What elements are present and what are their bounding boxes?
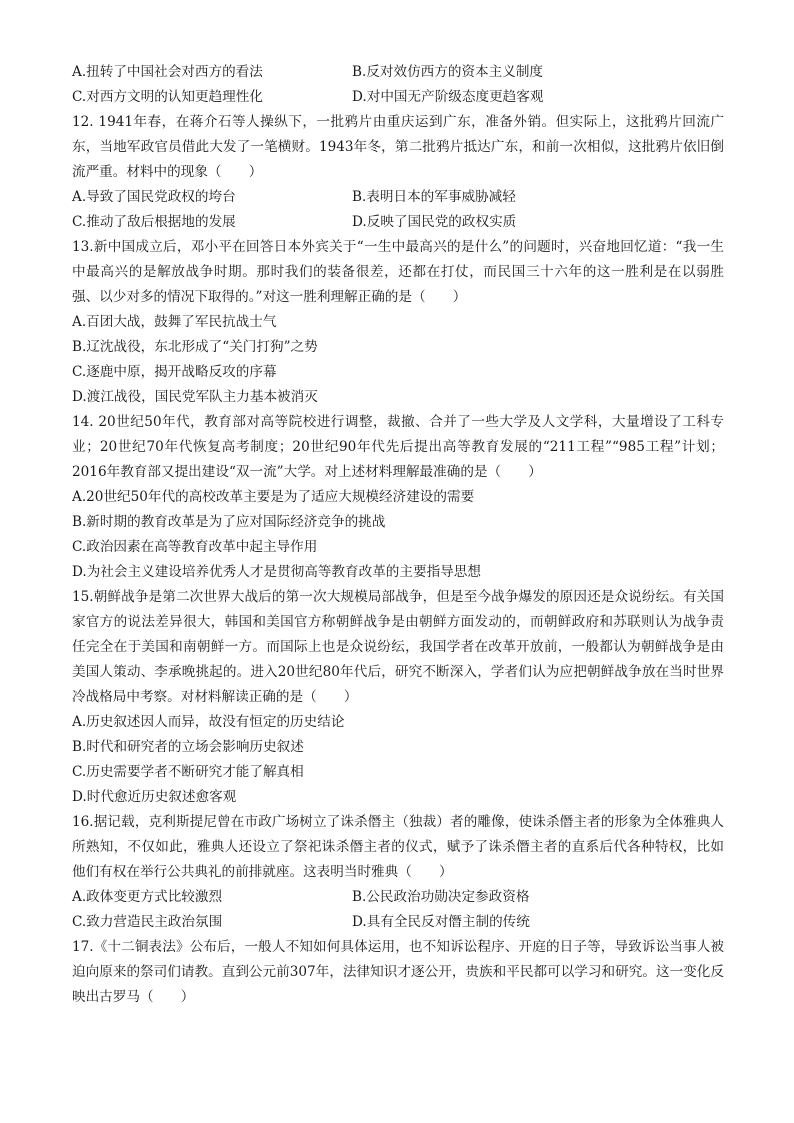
q11-option-b[interactable]: B.反对效仿西方的资本主义制度: [352, 64, 544, 80]
q15-option-d[interactable]: D.时代愈近历史叙述愈客观: [72, 789, 237, 805]
q12-options-row-2: [72, 210, 724, 235]
q12-option-c[interactable]: C.推动了敌后根据地的发展: [72, 214, 236, 230]
q17-stem: 17.《十二铜表法》公布后，一般人不知如何具体运用，也不知诉讼程序、开庭的日子等，导致诉讼当事人被迫向原来的祭司们请教。直到公元前307年，法律知识才逐公开，贵族和平民都可以学习和研究。这一变化反映出古罗马（ ）: [72, 939, 724, 1005]
q13-option-c[interactable]: C.逐鹿中原，揭开战略反攻的序幕: [72, 364, 277, 380]
q11-options-row-2: [72, 85, 724, 110]
q12-option-b[interactable]: B.表明日本的军事威胁减轻: [352, 189, 516, 205]
q15-stem: 15.朝鲜战争是第二次世界大战后的第一次大规模局部战争，但是至今战争爆发的原因还是众说纷纭。有关国家官方的说法差异很大，韩国和美国官方称朝鲜战争是由朝鲜方面发动的，而朝鲜政府和苏联则认为战争责任完全在于美国和南朝鲜一方。而国际上也是众说纷纭，我国学者在改革开放前，一般都认为朝鲜战争是由美国人策动、李承晚挑起的。进入20世纪80年代后，研究不断深入，学者们认为应把朝鲜战争放在当时世界冷战格局中考察。对材料解读正确的是（ ）: [72, 589, 724, 705]
exam-page: [72, 60, 724, 1010]
q16-option-b[interactable]: B.公民政治功勋决定参政资格: [352, 889, 530, 905]
q13-option-d[interactable]: D.渡江战役，国民党军队主力基本被消灭: [72, 389, 318, 405]
q14-option-a[interactable]: A.20世纪50年代的高校改革主要是为了适应大规模经济建设的需要: [72, 489, 475, 505]
q11-option-d[interactable]: D.对中国无产阶级态度更趋客观: [352, 89, 544, 105]
q14-option-b[interactable]: B.新时期的教育改革是为了应对国际经济竞争的挑战: [72, 514, 386, 530]
q15-option-a[interactable]: A.历史叙述因人而异，故没有恒定的历史结论: [72, 714, 345, 730]
q16-options-row-2: [72, 910, 724, 935]
q11-options-row-1: [72, 60, 724, 85]
q12-option-a[interactable]: A.导致了国民党政权的垮台: [72, 189, 236, 205]
q16-options-row-1: [72, 885, 724, 910]
q13-option-b[interactable]: B.辽沈战役，东北形成了“关门打狗”之势: [72, 339, 318, 355]
q13-option-a[interactable]: A.百团大战，鼓舞了军民抗战士气: [72, 314, 277, 330]
q16-option-c[interactable]: C.致力营造民主政治氛围: [72, 914, 223, 930]
q16-stem: 16.据记载，克利斯提尼曾在市政广场树立了诛杀僭主（独裁）者的雕像，使诛杀僭主者的形象为全体雅典人所熟知，不仅如此，雅典人还设立了祭祀诛杀僭主者的仪式，赋予了诛杀僭主者的直系后代各种特权，比如他们有权在举行公共典礼的前排就座。这表明当时雅典（ ）: [72, 814, 724, 880]
q14-option-d[interactable]: D.为社会主义建设培养优秀人才是贯彻高等教育改革的主要指导思想: [72, 564, 481, 580]
q13-stem: 13.新中国成立后，邓小平在回答日本外宾关于“一生中最高兴的是什么”的问题时，兴奋地回忆道：“我一生中最高兴的是解放战争时期。那时我们的装备很差，还都在打仗，而民国三十六年的这一胜利是在以弱胜强、以少对多的情况下取得的。”对这一胜利理解正确的是（ ）: [72, 239, 724, 305]
q11-option-a[interactable]: A.扭转了中国社会对西方的看法: [72, 64, 263, 80]
q16-option-d[interactable]: D.具有全民反对僭主制的传统: [352, 914, 530, 930]
q12-options-row-1: [72, 185, 724, 210]
q11-option-c[interactable]: C.对西方文明的认知更趋理性化: [72, 89, 263, 105]
q12-stem: 12. 1941年春，在蒋介石等人操纵下，一批鸦片由重庆运到广东，准备外销。但实际上，这批鸦片回流广东，当地军政官员借此大发了一笔横财。1943年冬，第二批鸦片抵达广东，和前一次相似，这批鸦片依旧倒流严重。材料中的现象（ ）: [72, 114, 724, 180]
q15-option-c[interactable]: C.历史需要学者不断研究才能了解真相: [72, 764, 304, 780]
q15-option-b[interactable]: B.时代和研究者的立场会影响历史叙述: [72, 739, 304, 755]
q12-option-d[interactable]: D.反映了国民党的政权实质: [352, 214, 517, 230]
q14-option-c[interactable]: C.政治因素在高等教育改革中起主导作用: [72, 539, 318, 555]
q16-option-a[interactable]: A.政体变更方式比较激烈: [72, 889, 223, 905]
q14-stem: 14. 20世纪50年代，教育部对高等院校进行调整，裁撤、合并了一些大学及人文学科，大量增设了工科专业；20世纪70年代恢复高考制度；20世纪90年代先后提出高等教育发展的“211工程”“985工程”计划；2016年教育部又提出建设“双一流”大学。对上述材料理解最准确的是（ ）: [72, 414, 724, 480]
